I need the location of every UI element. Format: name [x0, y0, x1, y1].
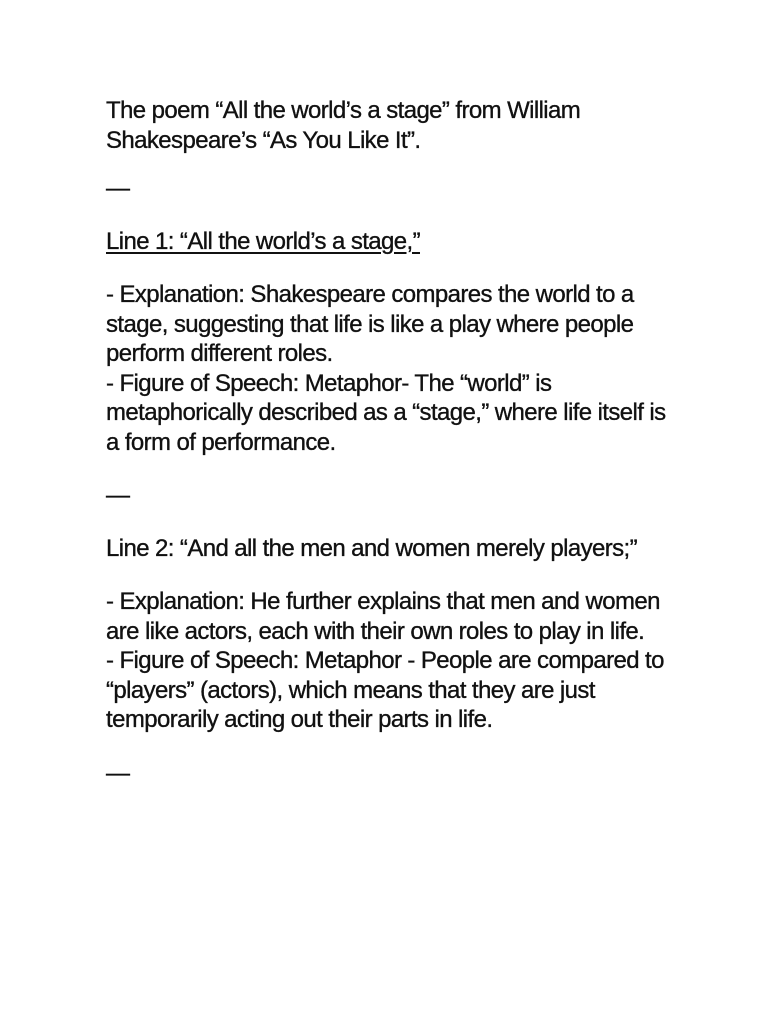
line-1-heading: Line 1: “All the world’s a stage,” — [106, 227, 420, 255]
line-2-figure-of-speech: - Figure of Speech: Metaphor - People are compared to “players” (actors), which means that they are just temporarily acting out their parts in life. — [106, 647, 664, 733]
line-1-notes — [106, 280, 676, 457]
line-2-notes — [106, 587, 676, 735]
line-2-heading: Line 2: “And all the men and women merely players;” — [106, 534, 638, 562]
line-1-figure-of-speech: - Figure of Speech: Metaphor- The “world” is metaphorically described as a “stage,” where life itself is a form of performance. — [106, 369, 666, 456]
document-body — [106, 96, 676, 811]
line-2-explanation: - Explanation: He further explains that men and women are like actors, each with their own roles to play in life. — [106, 588, 660, 645]
line-1-explanation: - Explanation: Shakespeare compares the world to a stage, suggesting that life is like a play where people perform different roles. — [106, 281, 634, 367]
section-separator: — — [106, 759, 130, 787]
intro-paragraph: The poem “All the world’s a stage” from William Shakespeare’s “As You Like It”. — [106, 97, 581, 154]
section-separator: — — [106, 175, 130, 202]
section-separator: — — [106, 482, 130, 509]
